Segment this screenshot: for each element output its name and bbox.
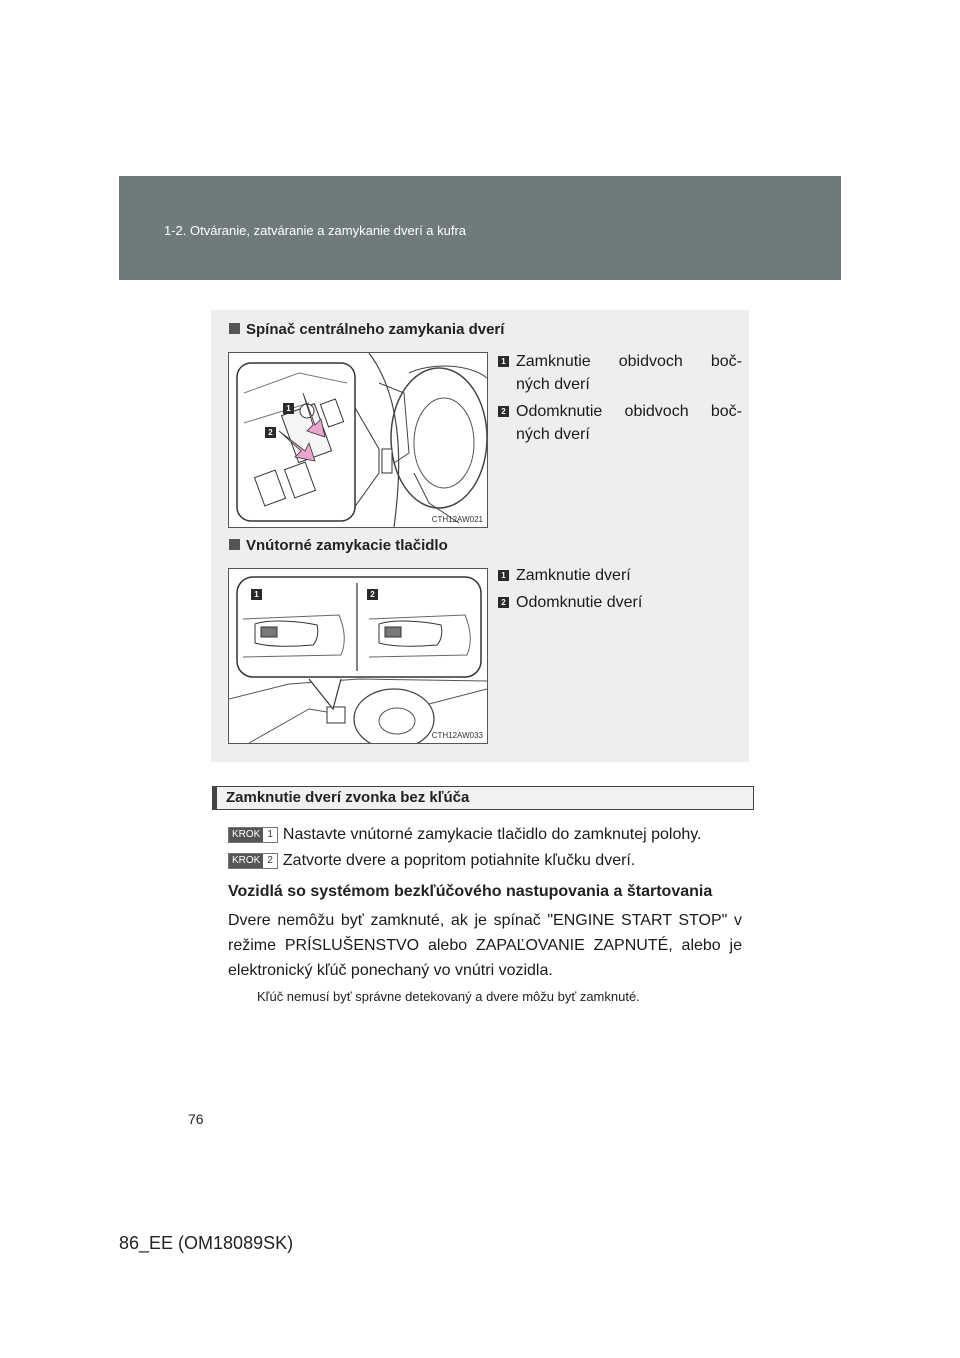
legend-badge-1: 1 <box>498 356 509 367</box>
inside-lock-button-figure <box>228 568 488 744</box>
legend-item-unlock-l1: Odomknutie obidvoch boč- <box>516 403 742 420</box>
keyless-paragraph: Dvere nemôžu byť zamknuté, ak je spínač "ENGINE START STOP" v režime PRÍSLUŠENSTVO alebo ZAPAĽOVANIE ZAPNUTÉ, alebo je elektronický kľúč ponechaný vo vnútri vozidla. <box>228 912 742 979</box>
legend-item-unlock-l2: ných dverí <box>516 426 590 443</box>
step-label: KROK 2 <box>228 853 278 869</box>
square-bullet-icon <box>229 323 240 334</box>
keyless-heading: Vozidlá so systémom bezkľúčového nastupovania a štartovania <box>228 883 713 900</box>
document-code: 86_EE (OM18089SK) <box>119 1233 294 1253</box>
figure-code: CTH12AW021 <box>431 515 483 524</box>
figure-badge-2: 2 <box>265 427 276 438</box>
legend-item-lock: Zamknutie dverí <box>516 567 631 584</box>
figure-badge-1: 1 <box>251 589 262 600</box>
legend-item-lock-l1: Zamknutie obidvoch boč- <box>516 353 742 370</box>
chapter-title: 1-2. Otváranie, zatváranie a zamykanie dverí a kufra <box>164 223 467 238</box>
note-text: Kľúč nemusí byť správne detekovaný a dvere môžu byť zamknuté. <box>257 989 640 1004</box>
legend-badge-2: 2 <box>498 597 509 608</box>
section-heading-central-lock: Spínač centrálneho zamykania dverí <box>229 321 504 338</box>
step-2 <box>228 852 635 870</box>
page-number: 76 <box>188 1111 204 1127</box>
legend-badge-2: 2 <box>498 406 509 417</box>
figure-badge-2: 2 <box>367 589 378 600</box>
subsection-heading-bar <box>212 786 754 810</box>
step-text: Zatvorte dvere a popritom potiahnite kľučku dverí. <box>282 852 636 869</box>
legend-item-unlock: Odomknutie dverí <box>516 594 643 611</box>
central-lock-switch-illustration <box>229 353 487 527</box>
legend-badge-1: 1 <box>498 570 509 581</box>
subsection-heading: Zamknutie dverí zvonka bez kľúča <box>226 789 470 806</box>
legend-item-lock-l2: ných dverí <box>516 376 590 393</box>
figure-badge-1: 1 <box>283 403 294 414</box>
figure-code: CTH12AW033 <box>431 731 483 740</box>
square-bullet-icon <box>229 539 240 550</box>
section-heading-inside-lock: Vnútorné zamykacie tlačidlo <box>229 537 448 554</box>
central-lock-switch-figure <box>228 352 488 528</box>
step-label: KROK 1 <box>228 827 278 843</box>
inside-lock-button-illustration <box>229 569 487 743</box>
step-text: Nastavte vnútorné zamykacie tlačidlo do zamknutej polohy. <box>282 826 702 843</box>
step-1 <box>228 826 702 844</box>
